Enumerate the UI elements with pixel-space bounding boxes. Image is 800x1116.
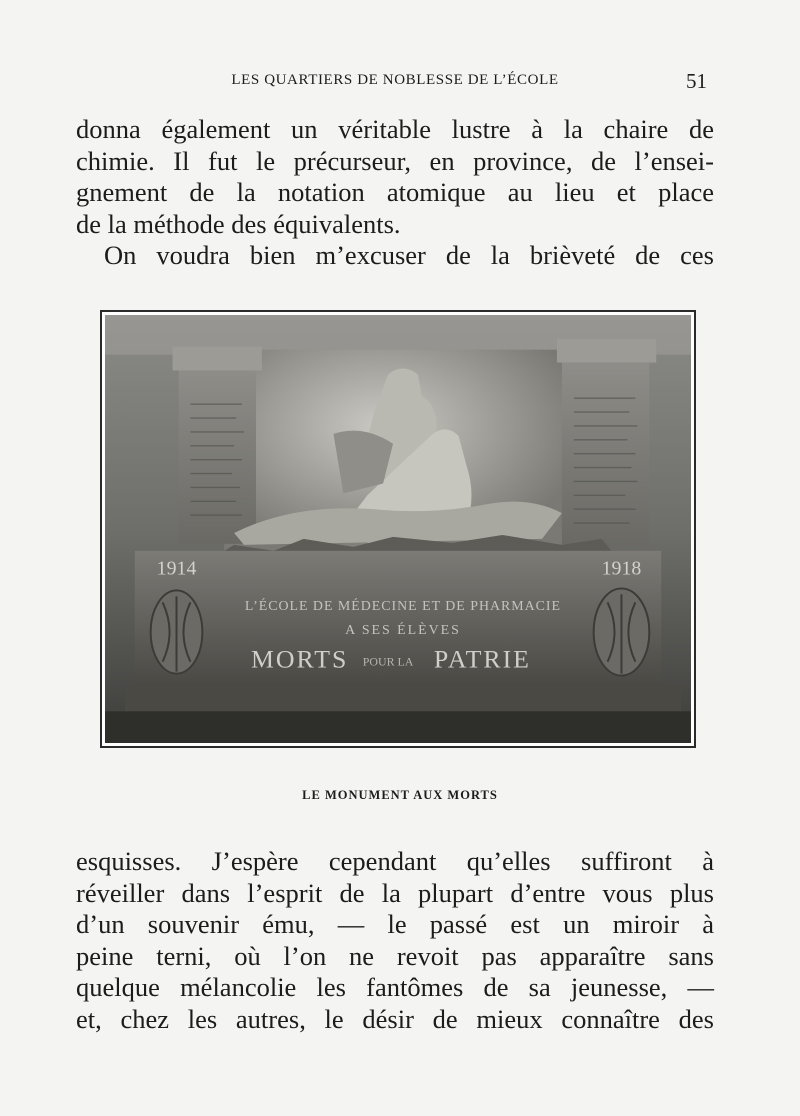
inscription-line-2: A SES ÉLÈVES (345, 623, 461, 639)
top-paragraph (76, 114, 714, 272)
monument-image (105, 315, 691, 743)
figure-caption: LE MONUMENT AUX MORTS (302, 788, 498, 802)
text-line: esquisses. J’espère cependant qu’elles suffiront à (76, 846, 714, 876)
text-line: réveiller dans l’esprit de la plupart d’entre vous plus (76, 877, 714, 908)
left-wreath-emblem (151, 590, 203, 673)
text-line: d’un souvenir ému, — le passé est un miroir à (76, 909, 714, 939)
text-line: donna également un véritable lustre à la chaire de (76, 114, 714, 144)
text-line: et, chez les autres, le désir de mieux connaître des (76, 1003, 714, 1034)
monument-photograph (100, 310, 696, 748)
running-head (75, 69, 715, 96)
running-title: LES QUARTIERS DE NOBLESSE DE L’ÉCOLE (231, 72, 559, 88)
text-line: gnement de la notation atomique au lieu et place (76, 177, 714, 207)
text-line: de la méthode des équivalents. (76, 208, 401, 239)
text-line: On voudra bien m’excuser de la brièveté de ces (104, 240, 714, 270)
inscription-word-patrie: PATRIE (433, 644, 531, 674)
text-line: peine terni, où l’on ne revoit pas apparaître sans (76, 940, 714, 971)
right-wreath-emblem (594, 588, 650, 675)
text-line: quelque mélancolie les fantômes de sa jeunesse, — (76, 972, 714, 1002)
year-left: 1914 (156, 557, 197, 580)
year-right: 1918 (601, 557, 642, 580)
inscription-word-pour-la: POUR LA (362, 654, 414, 669)
text-line: chimie. Il fut le précurseur, en province, de l’ensei- (76, 145, 714, 176)
bottom-paragraph (76, 846, 714, 1035)
inscription-word-morts: MORTS (251, 644, 349, 674)
page-number: 51 (686, 69, 707, 93)
inscription-line-1: L’ÉCOLE DE MÉDECINE ET DE PHARMACIE (244, 599, 562, 615)
